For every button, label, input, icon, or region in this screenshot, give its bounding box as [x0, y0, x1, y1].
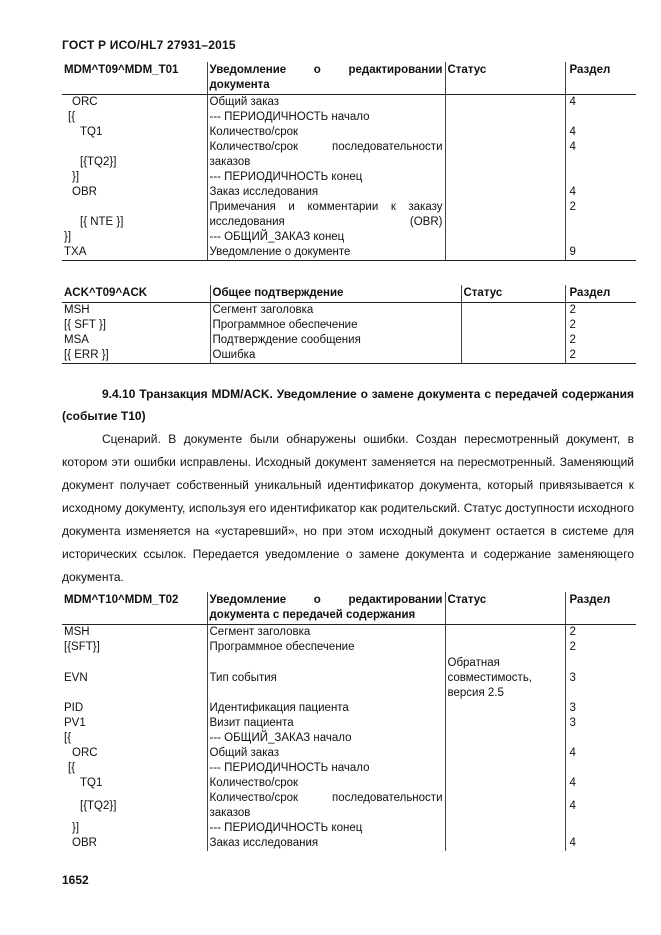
table-row [62, 245, 636, 261]
section-heading: 9.4.10 Транзакция MDM/ACK. Уведомление о замене документа с передачей содержания (событие T10) [62, 387, 634, 423]
cell-status-backward-compatibility: Обратная совместимость, версия 2.5 [445, 655, 565, 701]
table-row [62, 303, 636, 319]
cell-segment: ORC [72, 747, 98, 759]
cell-status [445, 95, 565, 111]
cell-segment: TQ1 [80, 126, 103, 138]
cell-segment: }] [72, 822, 80, 834]
table-row [62, 95, 636, 111]
header-section: Раздел [565, 285, 636, 303]
cell-description: Количество/срок [207, 125, 445, 140]
header-section: Раздел [565, 592, 636, 625]
header-description: Общее подтверждение [210, 285, 461, 303]
cell-status [445, 625, 565, 641]
cell-description: Примечания и комментарии к заказу исследования (OBR) [207, 200, 445, 230]
cell-status [445, 640, 565, 655]
cell-description: Количество/срок последовательности заказов [207, 140, 445, 170]
header-segment: MDM^T10^MDM_T02 [62, 592, 207, 625]
cell-section: 2 [565, 303, 636, 319]
cell-status [445, 836, 565, 851]
cell-description: --- ОБЩИЙ_ЗАКАЗ конец [207, 230, 445, 245]
cell-segment: ORC [72, 96, 98, 108]
cell-status [445, 140, 565, 170]
cell-description: Количество/срок [207, 776, 445, 791]
cell-description: Сегмент заголовка [210, 303, 461, 319]
cell-section: 4 [565, 746, 636, 761]
header-description: Уведомление о редактировании документа [207, 62, 445, 95]
table-row [62, 318, 636, 333]
cell-status [445, 125, 565, 140]
header-status: Статус [445, 62, 565, 95]
cell-description: --- ПЕРИОДИЧНОСТЬ конец [207, 821, 445, 836]
table-row [62, 110, 636, 125]
cell-status [445, 731, 565, 746]
table-row [62, 170, 636, 185]
table-row [62, 701, 636, 716]
cell-segment: TXA [62, 245, 207, 261]
table-row [62, 821, 636, 836]
header-description: Уведомление о редактировании документа с передачей содержания [207, 592, 445, 625]
cell-section: 4 [565, 791, 636, 821]
header-status: Статус [445, 592, 565, 625]
cell-section: 9 [565, 245, 636, 261]
cell-description: Подтверждение сообщения [210, 333, 461, 348]
cell-section: 4 [565, 125, 636, 140]
cell-segment: EVN [64, 671, 88, 684]
cell-section: 4 [565, 95, 636, 111]
cell-section: 2 [565, 200, 636, 230]
cell-section: 3 [565, 655, 636, 701]
cell-section: 4 [565, 185, 636, 200]
table-ack-t09 [62, 285, 636, 364]
cell-description: Ошибка [210, 348, 461, 364]
table-row [62, 761, 636, 776]
cell-segment: OBR [72, 837, 97, 849]
cell-segment: MSA [64, 334, 89, 346]
cell-description: --- ПЕРИОДИЧНОСТЬ начало [207, 761, 445, 776]
page-header: ГОСТ Р ИСО/HL7 27931–2015 [62, 38, 236, 52]
cell-status [461, 333, 565, 348]
table-row [62, 625, 636, 641]
page-number: 1652 [62, 873, 89, 887]
cell-section [565, 170, 636, 185]
cell-segment: [{ ERR }] [62, 348, 210, 364]
table-row [62, 125, 636, 140]
table-row [62, 348, 636, 364]
cell-section: 4 [565, 140, 636, 170]
cell-segment: [{ [64, 732, 72, 744]
table-row [62, 200, 636, 230]
cell-description: --- ПЕРИОДИЧНОСТЬ начало [207, 110, 445, 125]
cell-description: Тип события [207, 655, 445, 701]
table-row [62, 140, 636, 170]
cell-section [565, 761, 636, 776]
cell-status [445, 110, 565, 125]
cell-segment: }] [64, 231, 72, 243]
scenario-paragraph: Сценарий. В документе были обнаружены ошибки. Создан пересмотренный документ, в котором эти ошибки исправлены. Исходный документ заменяется на пересмотренный. Заменяющий документ получает собственный уникальный идентификатор документа, который привязывается к исходному документу, используя его идентификатор как родительский. Статус доступности исходного документа изменяется на «устаревший», но при этом исходный документ остается в системе для исторических ссылок. Передается уведомление о замене документа и содержание заменяющего документа. [62, 432, 634, 584]
cell-segment: [{SFT}] [64, 641, 100, 653]
header-segment: MDM^T09^MDM_T01 [62, 62, 207, 95]
cell-description: --- ОБЩИЙ_ЗАКАЗ начало [207, 731, 445, 746]
cell-status [445, 776, 565, 791]
table-row [62, 836, 636, 851]
cell-section [565, 110, 636, 125]
cell-section: 3 [565, 716, 636, 731]
table-mdm-t09 [62, 62, 636, 261]
cell-section: 2 [565, 625, 636, 641]
cell-description: Общий заказ [207, 95, 445, 111]
table-row [62, 640, 636, 655]
cell-description: Сегмент заголовка [207, 625, 445, 641]
table-row [62, 230, 636, 245]
cell-status [445, 230, 565, 245]
cell-status [445, 185, 565, 200]
cell-description: Визит пациента [207, 716, 445, 731]
cell-description: Заказ исследования [207, 836, 445, 851]
cell-status [445, 821, 565, 836]
cell-status [445, 761, 565, 776]
cell-section: 3 [565, 701, 636, 716]
cell-segment: OBR [72, 186, 97, 198]
table-header-row [62, 592, 636, 625]
cell-segment: [{ [68, 762, 76, 774]
cell-section: 2 [565, 348, 636, 364]
cell-section: 4 [565, 776, 636, 791]
cell-segment: MSH [64, 626, 90, 638]
cell-segment: [{ NTE }] [80, 216, 124, 228]
cell-status [445, 716, 565, 731]
cell-section: 2 [565, 318, 636, 333]
cell-description: Количество/срок последовательности заказов [207, 791, 445, 821]
cell-segment: [{ [68, 111, 76, 123]
cell-status [445, 170, 565, 185]
cell-description: Программное обеспечение [210, 318, 461, 333]
cell-segment: PV1 [64, 717, 86, 729]
table-row [62, 655, 636, 701]
cell-section [565, 230, 636, 245]
cell-description: Идентификация пациента [207, 701, 445, 716]
cell-section [565, 821, 636, 836]
table-header-row [62, 62, 636, 95]
cell-segment: PID [64, 702, 84, 714]
cell-status [461, 318, 565, 333]
cell-section: 2 [565, 640, 636, 655]
cell-description: --- ПЕРИОДИЧНОСТЬ конец [207, 170, 445, 185]
table-row [62, 731, 636, 746]
cell-segment: }] [72, 171, 80, 183]
table-row [62, 185, 636, 200]
cell-status [445, 791, 565, 821]
cell-status [445, 245, 565, 261]
cell-segment: [{TQ2}] [80, 799, 117, 812]
cell-description: Заказ исследования [207, 185, 445, 200]
table-row [62, 746, 636, 761]
cell-status [461, 303, 565, 319]
header-status: Статус [461, 285, 565, 303]
table-mdm-t10 [62, 592, 636, 851]
cell-status [445, 701, 565, 716]
header-segment: ACK^T09^ACK [62, 285, 210, 303]
cell-segment: [{ SFT }] [64, 319, 106, 331]
cell-segment: MSH [64, 304, 90, 316]
cell-description: Общий заказ [207, 746, 445, 761]
table-row [62, 791, 636, 821]
cell-status [461, 348, 565, 364]
cell-segment: [{TQ2}] [80, 156, 117, 168]
table-row [62, 333, 636, 348]
cell-status [445, 746, 565, 761]
cell-status [445, 200, 565, 230]
cell-description: Уведомление о документе [207, 245, 445, 261]
header-section: Раздел [565, 62, 636, 95]
table-row [62, 776, 636, 791]
table-header-row [62, 285, 636, 303]
cell-segment: TQ1 [80, 777, 103, 789]
cell-description: Программное обеспечение [207, 640, 445, 655]
cell-section [565, 731, 636, 746]
cell-section: 4 [565, 836, 636, 851]
cell-section: 2 [565, 333, 636, 348]
table-row [62, 716, 636, 731]
